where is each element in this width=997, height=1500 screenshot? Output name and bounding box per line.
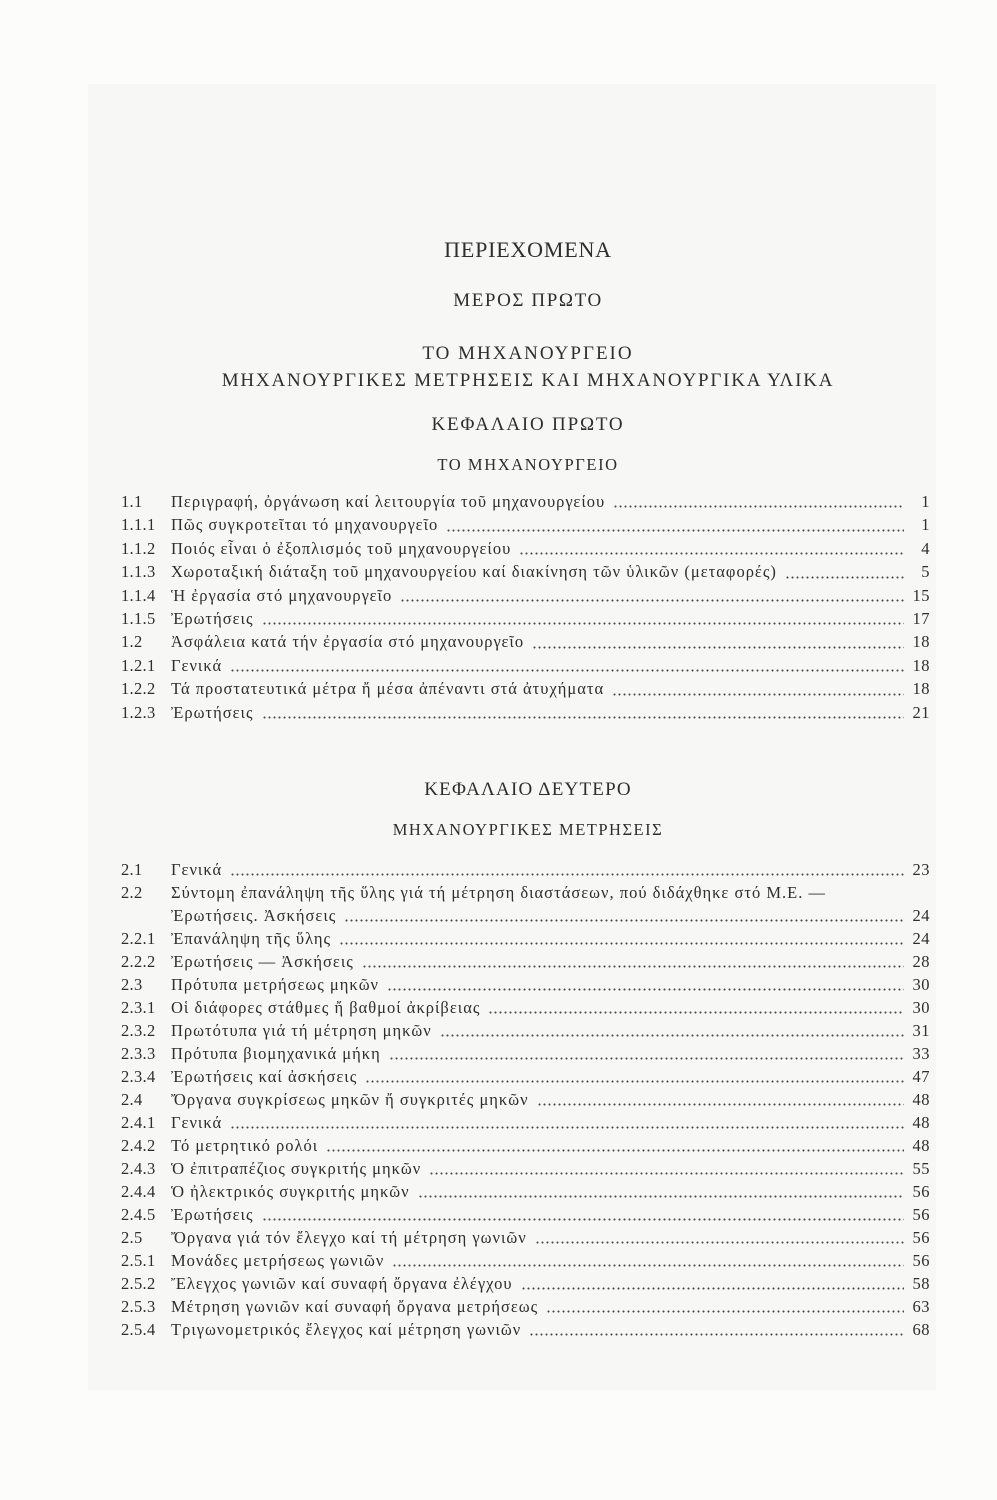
entry-title: Ὁ ἠλεκτρικός συγκριτής μηκῶν	[171, 1182, 410, 1201]
entry-number: 2.5.2	[121, 1274, 156, 1293]
dot-leader	[535, 1226, 904, 1249]
dot-leader	[230, 1111, 904, 1134]
entry-title: Πῶς συγκροτεῖται τό μηχανουργεῖο	[171, 515, 439, 535]
toc-entry	[121, 1042, 930, 1065]
entry-number: 1.1.3	[121, 562, 156, 582]
entry-number: 1.2.3	[121, 702, 156, 722]
entry-page-number: 17	[912, 608, 930, 628]
toc-entry	[121, 1088, 930, 1111]
dot-leader	[262, 607, 905, 630]
entry-title: Οἱ διάφορες στάθμες ἤ βαθμοί ἀκρίβειας	[171, 998, 481, 1017]
toc-entry	[121, 1295, 930, 1318]
entry-page-number: 4	[921, 538, 930, 558]
entry-number: 2.5.4	[121, 1320, 156, 1339]
dot-leader	[521, 1272, 904, 1295]
entry-page-number: 24	[912, 929, 930, 948]
toc-entry	[121, 1272, 930, 1295]
entry-title: Περιγραφή, ὀργάνωση καί λειτουργία τοῦ μηχανουργείου	[171, 492, 606, 511]
part-title-line-2: ΜΗΧΑΝΟΥΡΓΙΚΕΣ ΜΕΤΡΗΣΕΙΣ ΚΑΙ ΜΗΧΑΝΟΥΡΓΙΚΑ ΥΛΙΚΑ	[221, 370, 835, 391]
entry-page-number: 63	[912, 1297, 930, 1316]
entry-title: Μονάδες μετρήσεως γωνιῶν	[171, 1251, 385, 1270]
dot-leader	[429, 1157, 904, 1180]
part-title-line-1: ΤΟ ΜΗΧΑΝΟΥΡΓΕΙΟ	[422, 343, 634, 364]
dot-leader	[326, 1134, 904, 1157]
entry-page-number: 28	[912, 952, 930, 971]
toc-entry	[121, 677, 930, 700]
part-heading: ΜΕΡΟΣ ΠΡΩΤΟ	[453, 290, 603, 311]
entry-title: Πρωτότυπα γιά τή μέτρηση μηκῶν	[171, 1021, 432, 1040]
entry-page-number: 68	[912, 1320, 930, 1339]
entry-number: 2.3.4	[121, 1067, 156, 1086]
entry-page-number: 56	[912, 1251, 930, 1270]
toc-entry	[121, 1203, 930, 1226]
dot-leader	[230, 654, 904, 677]
entry-title: Ἐρωτήσεις καί ἀσκήσεις	[171, 1067, 358, 1086]
entry-number-indent	[121, 904, 171, 927]
toc-entry	[121, 654, 930, 677]
toc-entry	[121, 701, 930, 724]
dot-leader	[546, 1295, 904, 1318]
dot-leader	[440, 1019, 904, 1042]
entry-title: Ὄργανα γιά τόν ἔλεγχο καί τή μέτρηση γωνιῶν	[171, 1228, 527, 1247]
entry-title: Σύντομη ἐπανάληψη τῆς ὕλης γιά τή μέτρηση διαστάσεων, πού διδάχθηκε στό Μ.Ε. —	[171, 883, 827, 902]
entry-page-number: 55	[912, 1159, 930, 1178]
entry-title: Τριγωνομετρικός ἔλεγχος καί μέτρηση γωνιῶν	[171, 1320, 522, 1339]
entry-number: 2.5.3	[121, 1297, 156, 1316]
entry-number: 1.2	[121, 632, 143, 652]
entry-number: 1.2.1	[121, 655, 156, 675]
entry-page-number: 21	[912, 702, 930, 722]
dot-leader	[785, 560, 904, 583]
entry-page-number: 30	[912, 998, 930, 1017]
entry-title: Ἐρωτήσεις — Ἀσκήσεις	[171, 952, 354, 971]
dot-leader	[537, 1088, 904, 1111]
toc-entry	[121, 996, 930, 1019]
dot-leader	[262, 1203, 905, 1226]
dot-leader	[529, 1318, 904, 1341]
entry-number: 1.1.1	[121, 515, 156, 535]
toc-entry	[121, 490, 930, 513]
entry-title: Γενικά	[171, 655, 223, 675]
dot-leader	[387, 973, 904, 996]
entry-page-number: 18	[912, 679, 930, 699]
entry-page-number: 33	[912, 1044, 930, 1063]
entry-title: Ἔλεγχος γωνιῶν καί συναφή ὄργανα ἐλέγχου	[171, 1274, 513, 1293]
chapter-2-subtitle: ΜΗΧΑΝΟΥΡΓΙΚΕΣ ΜΕΤΡΗΣΕΙΣ	[392, 820, 664, 839]
entry-number: 2.3.1	[121, 998, 156, 1017]
entry-page-number: 30	[912, 975, 930, 994]
entry-title: Ἐρωτήσεις	[171, 702, 254, 722]
dot-leader	[262, 701, 905, 724]
entry-number: 2.2.1	[121, 929, 156, 948]
entry-page-number: 48	[912, 1113, 930, 1132]
entry-title: Ἐπανάληψη τῆς ὕλης	[171, 929, 332, 948]
entry-number: 2.4.5	[121, 1205, 156, 1224]
toc-entry	[121, 513, 930, 536]
entry-title: Πρότυπα μετρήσεως μηκῶν	[171, 975, 380, 994]
dot-leader	[418, 1180, 904, 1203]
dot-leader	[344, 904, 904, 927]
toc-entry	[121, 1019, 930, 1042]
entry-title: Ποιός εἶναι ὁ ἐξοπλισμός τοῦ μηχανουργείου	[171, 538, 512, 558]
entry-number: 2.3.3	[121, 1044, 156, 1063]
dot-leader	[230, 858, 904, 881]
toc-entry	[121, 607, 930, 630]
entry-page-number: 1	[921, 515, 930, 535]
entry-page-number: 5	[921, 562, 930, 582]
entry-number: 1.1.5	[121, 608, 156, 628]
dot-leader	[519, 537, 904, 560]
entry-page-number: 18	[912, 655, 930, 675]
entry-number: 2.4.4	[121, 1182, 156, 1201]
entry-page-number: 56	[912, 1205, 930, 1224]
dot-leader	[612, 677, 904, 700]
toc-entry	[121, 950, 930, 973]
toc-entry	[121, 1111, 930, 1134]
entry-page-number: 23	[912, 860, 930, 879]
entry-title: Γενικά	[171, 1113, 223, 1132]
chapter-2-heading: ΚΕΦΑΛΑΙΟ ΔΕΥΤΕΡΟ	[424, 779, 632, 800]
dot-leader	[488, 996, 904, 1019]
toc-entry	[121, 560, 930, 583]
entry-title: Ἡ ἐργασία στό μηχανουργεῖο	[171, 585, 393, 605]
entry-number: 2.3	[121, 975, 143, 994]
entry-page-number: 24	[912, 906, 930, 925]
dot-leader	[400, 584, 904, 607]
entry-number: 2.5.1	[121, 1251, 156, 1270]
entry-page-number: 15	[912, 585, 930, 605]
entry-number: 2.4.3	[121, 1159, 156, 1178]
entry-number: 2.4	[121, 1090, 143, 1109]
entry-page-number: 47	[912, 1067, 930, 1086]
dot-leader	[613, 490, 904, 513]
entry-number: 1.1	[121, 492, 143, 511]
entry-title: Τό μετρητικό ρολόι	[171, 1136, 319, 1155]
entry-page-number: 31	[912, 1021, 930, 1040]
dot-leader	[365, 1065, 904, 1088]
toc-entry	[121, 630, 930, 653]
toc-entry	[121, 973, 930, 996]
toc-entry	[121, 858, 930, 881]
toc-entry	[121, 1226, 930, 1249]
entry-page-number: 1	[921, 492, 930, 511]
entry-title: Ὄργανα συγκρίσεως μηκῶν ἤ συγκριτές μηκῶν	[171, 1090, 529, 1109]
entry-number: 2.3.2	[121, 1021, 156, 1040]
toc-entry	[121, 1065, 930, 1088]
entry-page-number: 56	[912, 1228, 930, 1247]
entry-number: 2.4.2	[121, 1136, 156, 1155]
dot-leader	[339, 927, 904, 950]
entry-title: Γενικά	[171, 860, 223, 879]
dot-leader	[392, 1249, 904, 1272]
entry-number: 1.1.2	[121, 538, 156, 558]
entry-page-number: 18	[912, 632, 930, 652]
entry-number: 1.1.4	[121, 585, 156, 605]
entry-title-continuation: Ἐρωτήσεις. Ἀσκήσεις	[171, 906, 337, 925]
entry-number: 1.2.2	[121, 679, 156, 699]
entry-title: Μέτρηση γωνιῶν καί συναφή ὄργανα μετρήσεως	[171, 1297, 539, 1316]
toc-entry	[121, 1249, 930, 1272]
toc-entry	[121, 584, 930, 607]
entry-title: Ὁ ἐπιτραπέζιος συγκριτής μηκῶν	[171, 1159, 422, 1178]
toc-entry	[121, 1157, 930, 1180]
toc-entry	[121, 537, 930, 560]
entry-title: Ἐρωτήσεις	[171, 1205, 254, 1224]
dot-leader	[446, 513, 904, 536]
entry-page-number: 58	[912, 1274, 930, 1293]
entry-page-number: 48	[912, 1136, 930, 1155]
entry-title: Πρότυπα βιομηχανικά μήκη	[171, 1044, 381, 1063]
entry-number: 2.2	[121, 883, 143, 902]
entry-number: 2.2.2	[121, 952, 156, 971]
toc-entry	[121, 881, 930, 904]
toc-entry	[121, 1180, 930, 1203]
entry-title: Τά προστατευτικά μέτρα ἤ μέσα ἀπέναντι στά ἀτυχήματα	[171, 679, 605, 699]
entry-title: Ἐρωτήσεις	[171, 608, 254, 628]
page-title: ΠΕΡΙΕΧΟΜΕΝΑ	[444, 237, 612, 262]
toc-entry	[121, 1318, 930, 1341]
entry-page-number: 56	[912, 1182, 930, 1201]
toc-entry	[121, 927, 930, 950]
toc-entry-continuation	[121, 904, 930, 927]
chapter-1-toc-list	[121, 490, 930, 724]
chapter-2-toc-list	[121, 858, 930, 1341]
chapter-1-heading: ΚΕΦΑΛΑΙΟ ΠΡΩΤΟ	[431, 414, 625, 435]
entry-number: 2.1	[121, 860, 143, 879]
entry-number: 2.5	[121, 1228, 143, 1247]
dot-leader	[532, 630, 904, 653]
entry-title: Χωροταξική διάταξη τοῦ μηχανουργείου καί διακίνηση τῶν ὑλικῶν (μεταφορές)	[171, 562, 777, 582]
dot-leader	[362, 950, 904, 973]
entry-number: 2.4.1	[121, 1113, 156, 1132]
entry-page-number: 48	[912, 1090, 930, 1109]
toc-entry	[121, 1134, 930, 1157]
chapter-1-subtitle: ΤΟ ΜΗΧΑΝΟΥΡΓΕΙΟ	[437, 455, 619, 474]
entry-title: Ἀσφάλεια κατά τήν ἐργασία στό μηχανουργεῖο	[171, 632, 525, 652]
dot-leader	[389, 1042, 904, 1065]
